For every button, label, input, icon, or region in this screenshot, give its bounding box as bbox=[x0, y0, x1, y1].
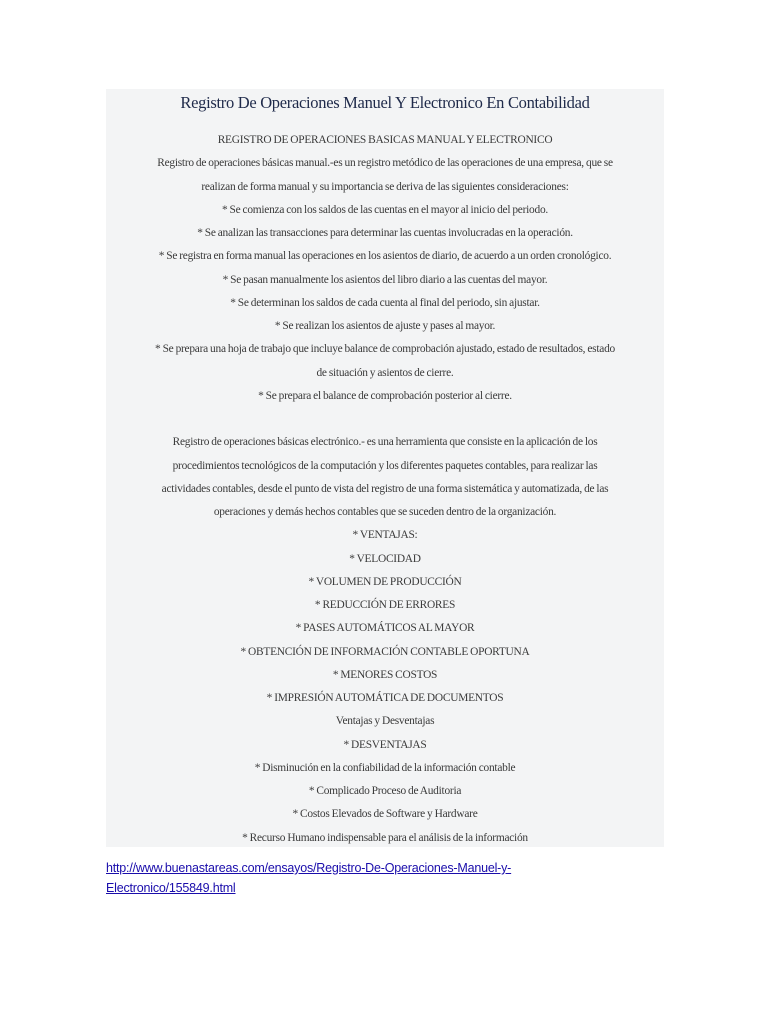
body-line: de situación y asientos de cierre. bbox=[316, 366, 454, 379]
body-line: * Se prepara una hoja de trabajo que incluye balance de comprobación ajustado, estado de resultados, estado bbox=[155, 343, 615, 356]
body-line: Registro de operaciones básicas manual.-es un registro metódico de las operaciones de una empresa, que se bbox=[157, 157, 613, 170]
list-item: * OBTENCIÓN DE INFORMACIÓN CONTABLE OPORTUNA bbox=[240, 645, 530, 658]
body-line: * Se registra en forma manual las operaciones en los asientos de diario, de acuerdo a un orden cronológico. bbox=[158, 250, 612, 263]
source-link[interactable] bbox=[106, 858, 566, 898]
body-line: * Se realizan los asientos de ajuste y pases al mayor. bbox=[274, 320, 496, 332]
list-item: * Costos Elevados de Software y Hardware bbox=[292, 808, 478, 821]
source-link-line-1: http://www.buenastareas.com/ensayos/Registro-De-Operaciones-Manuel-y- bbox=[106, 861, 512, 875]
body-line: * Se pasan manualmente los asientos del libro diario a las cuentas del mayor. bbox=[222, 273, 548, 286]
list-item: * VELOCIDAD bbox=[349, 552, 421, 565]
body-line: * Se comienza con los saldos de las cuentas en el mayor al inicio del periodo. bbox=[221, 203, 548, 216]
body-line: REGISTRO DE OPERACIONES BASICAS MANUAL Y ELECTRONICO bbox=[217, 134, 553, 146]
list-item: Ventajas y Desventajas bbox=[335, 715, 435, 728]
list-item: * REDUCCIÓN DE ERRORES bbox=[314, 599, 456, 611]
list-item: * Complicado Proceso de Auditoria bbox=[308, 785, 462, 797]
list-item: * PASES AUTOMÁTICOS AL MAYOR bbox=[295, 622, 475, 635]
source-link-line-2: Electronico/155849.html bbox=[106, 881, 236, 895]
body-line: * Se analizan las transacciones para determinar las cuentas involucradas en la operación. bbox=[197, 227, 573, 239]
list-item: * VOLUMEN DE PRODUCCIÓN bbox=[308, 575, 462, 588]
blank-line bbox=[106, 408, 664, 431]
list-item: * MENORES COSTOS bbox=[332, 668, 438, 681]
body-line: procedimientos tecnológicos de la computación y los diferentes paquetes contables, para realizar las bbox=[172, 459, 598, 472]
list-item: * Recurso Humano indispensable para el análisis de la información bbox=[242, 831, 528, 844]
document-body bbox=[106, 129, 664, 850]
document-panel bbox=[106, 89, 664, 847]
list-item: * Disminución en la confiabilidad de la información contable bbox=[254, 761, 516, 774]
body-line: actividades contables, desde el punto de vista del registro de una forma sistemática y automatizada, de las bbox=[161, 482, 609, 495]
body-line: operaciones y demás hechos contables que se suceden dentro de la organización. bbox=[213, 506, 557, 518]
list-item: * DESVENTAJAS bbox=[343, 738, 427, 751]
list-item: * VENTAJAS: bbox=[352, 529, 418, 542]
document-title: Registro De Operaciones Manuel Y Electronico En Contabilidad bbox=[180, 93, 590, 112]
body-line: Registro de operaciones básicas electrónico.- es una herramienta que consiste en la aplicación de los bbox=[172, 436, 598, 449]
body-line: * Se prepara el balance de comprobación posterior al cierre. bbox=[258, 389, 512, 402]
list-item: * IMPRESIÓN AUTOMÁTICA DE DOCUMENTOS bbox=[266, 692, 504, 704]
body-line: * Se determinan los saldos de cada cuenta al final del periodo, sin ajustar. bbox=[230, 296, 540, 309]
body-line: realizan de forma manual y su importancia se deriva de las siguientes consideraciones: bbox=[201, 180, 569, 193]
